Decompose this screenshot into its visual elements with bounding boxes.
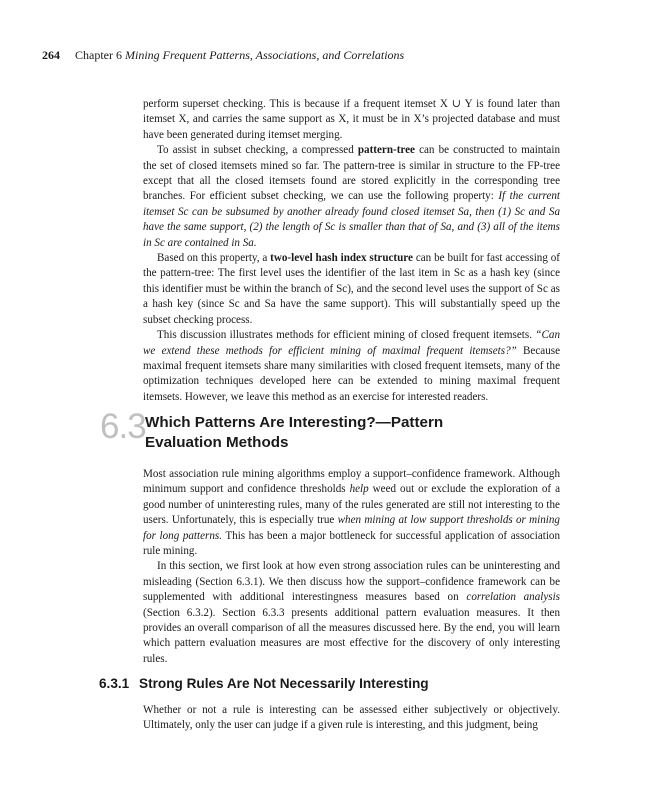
text-run: weed out or exclude the exploration of a good number of uninteresting rules, many of the rules generated are still not interesting to the users. Unfortunately, this is especially true	[143, 483, 560, 527]
section-title-line-2: Evaluation Methods	[145, 434, 289, 451]
bold-term: pattern-tree	[357, 144, 415, 157]
text-run: (Section 6.3.2). Section 6.3.3 presents additional pattern evaluation measures. It then provides an overall comparison of all the measures discussed here. By the end, you will learn which pattern evaluation measures are most effective for the discovery of only interesting rules.	[143, 606, 560, 665]
section-number: 6.3	[100, 407, 146, 446]
paragraph	[143, 703, 560, 734]
chapter-label: Chapter 6	[75, 48, 122, 62]
text-run: In this section, we first look at how even strong association rules can be uninteresting and misleading (Section 6.3.1). We then discuss how the support–confidence framework can be supplemented with additional interestingness measures based on	[143, 560, 560, 604]
paragraph	[143, 251, 560, 328]
text-run: perform superset checking. This is because if a frequent itemset X ∪ Y is found later than itemset X, and carries the same support as X, it must be in X’s projected database and must have been generated during itemset merging.	[143, 98, 560, 141]
italic-text: If the current itemset Sc can be subsumed by another already found closed itemset Sa, then (1) Sc and Sa have the same support, (2) the length of Sc is smaller than that of Sa, and (3) all of the items in Sc are contained in Sa.	[143, 190, 561, 249]
body-text-top	[143, 97, 560, 405]
subsection-number: 6.3.1	[99, 676, 130, 691]
text-run: Whether or not a rule is interesting can be assessed either subjectively or objectively. Ultimately, only the user can judge if a given rule is interesting, and this judgment, being	[143, 704, 560, 732]
italic-text: “Can we extend these methods for efficient mining of maximal frequent itemsets?”	[143, 329, 560, 357]
section-title-line-1: Which Patterns Are Interesting?—Pattern	[145, 414, 444, 431]
running-head	[42, 47, 602, 63]
paragraph	[143, 328, 560, 405]
subsection-heading	[99, 675, 569, 693]
chapter-title: Mining Frequent Patterns, Associations, and Correlations	[125, 48, 405, 62]
paragraph	[143, 559, 560, 667]
section-title	[145, 413, 565, 453]
italic-text: help	[349, 483, 369, 496]
page-number: 264	[42, 48, 60, 62]
text-run: Based on this property, a	[157, 252, 271, 265]
italic-text: correlation analysis	[466, 591, 560, 604]
text-run: To assist in subset checking, a compressed	[157, 144, 358, 157]
text-run: This has been a major bottleneck for successful application of association rule mining.	[143, 529, 561, 558]
subsection-title: Strong Rules Are Not Necessarily Interesting	[139, 676, 429, 691]
text-run: can be constructed to maintain the set of closed itemsets mined so far. The pattern-tree is similar in structure to the FP-tree except that all the closed itemsets found are stored explicitly in the corresponding tree branches. For efficient subset checking, we can use the following property:	[143, 144, 560, 203]
subsection-body-text	[143, 703, 560, 734]
bold-term: two-level hash index structure	[270, 252, 413, 265]
text-run: Most association rule mining algorithms employ a support–confidence framework. Although minimum support and confidence thresholds	[143, 468, 560, 496]
paragraph	[143, 467, 560, 559]
paragraph	[143, 143, 560, 251]
text-run: can be built for fast accessing of the pattern-tree: The first level uses the identifier of the last item in Sc as a hash key (since this identifier must be within the branch of Sc), and the second level uses the support of Sc as a hash key (since Sc and Sa have the same support). This will substantially speed up the subset checking process.	[143, 252, 560, 326]
text-run: Because maximal frequent itemsets share many similarities with closed frequent itemsets, many of the optimization techniques developed here can be extended to mining maximal frequent itemsets. However, we leave this method as an exercise for interested readers.	[143, 344, 560, 403]
text-run: This discussion illustrates methods for efficient mining of closed frequent itemsets.	[157, 329, 536, 342]
section-body-text	[143, 467, 560, 667]
paragraph	[143, 97, 560, 143]
italic-text: when mining at low support thresholds or mining for long patterns.	[143, 514, 560, 542]
